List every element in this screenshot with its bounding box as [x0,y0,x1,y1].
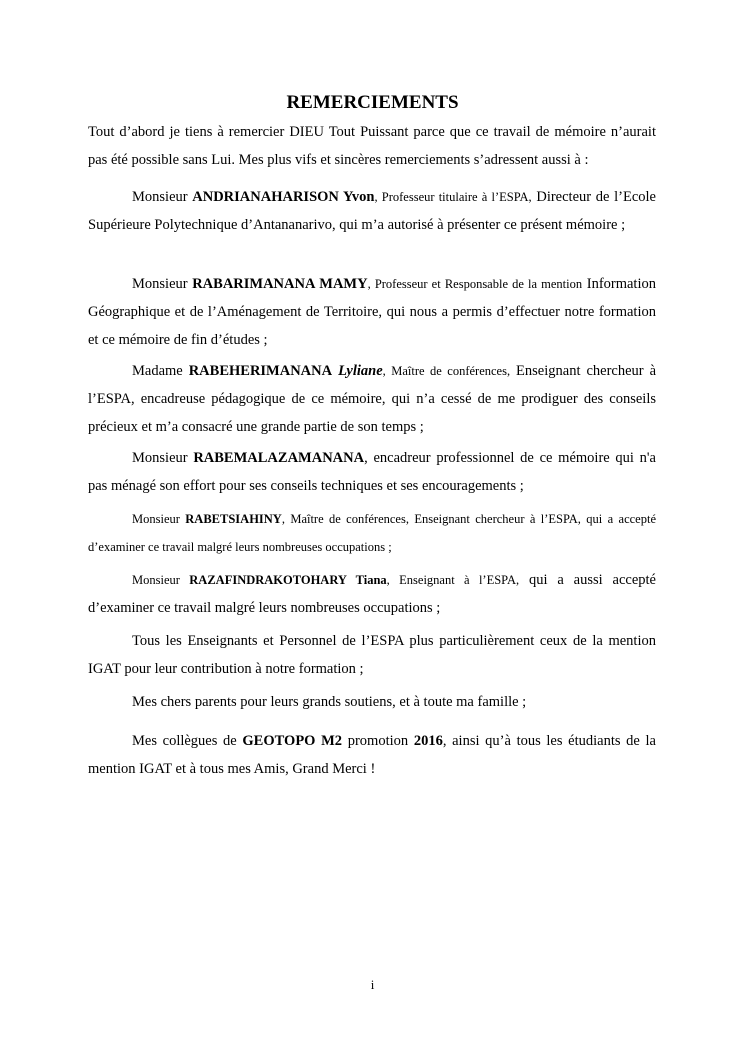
p5-name: RABETSIAHINY [185,512,282,526]
p1-name: ANDRIANAHARISON Yvon [192,189,375,205]
thanks-paragraph-enseignants: Tous les Enseignants et Personnel de l’ESPA plus particulièrement ceux de la mention IGAT pour leur contribution à notre formation ; [88,633,656,677]
p2-role: , Professeur et Responsable de la mention [367,277,583,291]
thanks-paragraph-razafindrakotohary [88,566,656,622]
thanks-paragraph-rabetsiahiny [88,505,656,561]
p4-prefix: Monsieur [132,450,194,466]
p2-text: Information Géographique et de l’Aménagement de Territoire, qui nous a permis d’effectuer notre formation et ce mémoire de fin d’études ; [88,276,656,348]
thanks-paragraph-collegues [88,727,656,783]
p3-text: Enseignant chercheur à l’ESPA, encadreuse pédagogique de ce mémoire, qui n’a cessé de me prodiguer des conseils précieux et m’a consacré une grande partie de son temps ; [88,363,657,435]
thanks-paragraph-andrianaharison [88,183,656,239]
p9-year: 2016 [413,733,443,749]
thanks-paragraph-rabeherimanana [88,357,656,441]
p3-name: RABEHERIMANANA [188,363,333,379]
p1-prefix: Monsieur [132,189,193,205]
p3-firstname: Lyliane [338,363,383,379]
p1-role: , Professeur titulaire à l’ESPA, [374,190,532,204]
p5-prefix: Monsieur [132,512,186,526]
p9-mid: promotion [342,733,414,749]
p6-prefix: Monsieur [132,573,190,587]
thanks-paragraph-rabarimanana [88,270,656,354]
p5-text: , Maître de conférences, Enseignant chercheur à l’ESPA, qui a accepté d’examiner ce travail malgré leurs nombreuses occupations ; [88,512,656,554]
thanks-paragraph-parents: Mes chers parents pour leurs grands soutiens, et à toute ma famille ; [132,694,527,710]
p9-promo: GEOTOPO M2 [242,733,343,749]
intro-paragraph: Tout d’abord je tiens à remercier DIEU Tout Puissant parce que ce travail de mémoire n’aurait pas été possible sans Lui. Mes plus vifs et sincères remerciements s’adressent aussi à : [88,124,656,168]
p9-prefix: Mes collègues de [132,733,243,749]
p6-role: , Enseignant à l’ESPA, [386,573,520,587]
page-number: i [370,977,375,992]
p1-text: Directeur de l’Ecole Supérieure Polytechnique d’Antananarivo, qui m’a autorisé à présenter ce présent mémoire ; [88,189,656,233]
page-title: REMERCIEMENTS [286,92,459,113]
thanks-paragraph-rabemalazamanana [88,444,656,500]
p4-text: , encadreur professionnel de ce mémoire qui n'a pas ménagé son effort pour ses conseils techniques et ses encouragements ; [88,450,656,494]
p3-prefix: Madame [132,363,189,379]
p3-role: , Maître de conférences, [382,364,511,378]
p4-name: RABEMALAZAMANANA [193,450,365,466]
p2-name: RABARIMANANA MAMY [192,276,368,292]
p9-text: , ainsi qu’à tous les étudiants de la mention IGAT et à tous mes Amis, Grand Merci ! [88,733,656,777]
p6-name: RAZAFINDRAKOTOHARY Tiana [189,573,387,587]
p6-text: qui a aussi accepté d’examiner ce travail malgré leurs nombreuses occupations ; [88,572,656,616]
p2-prefix: Monsieur [132,276,193,292]
